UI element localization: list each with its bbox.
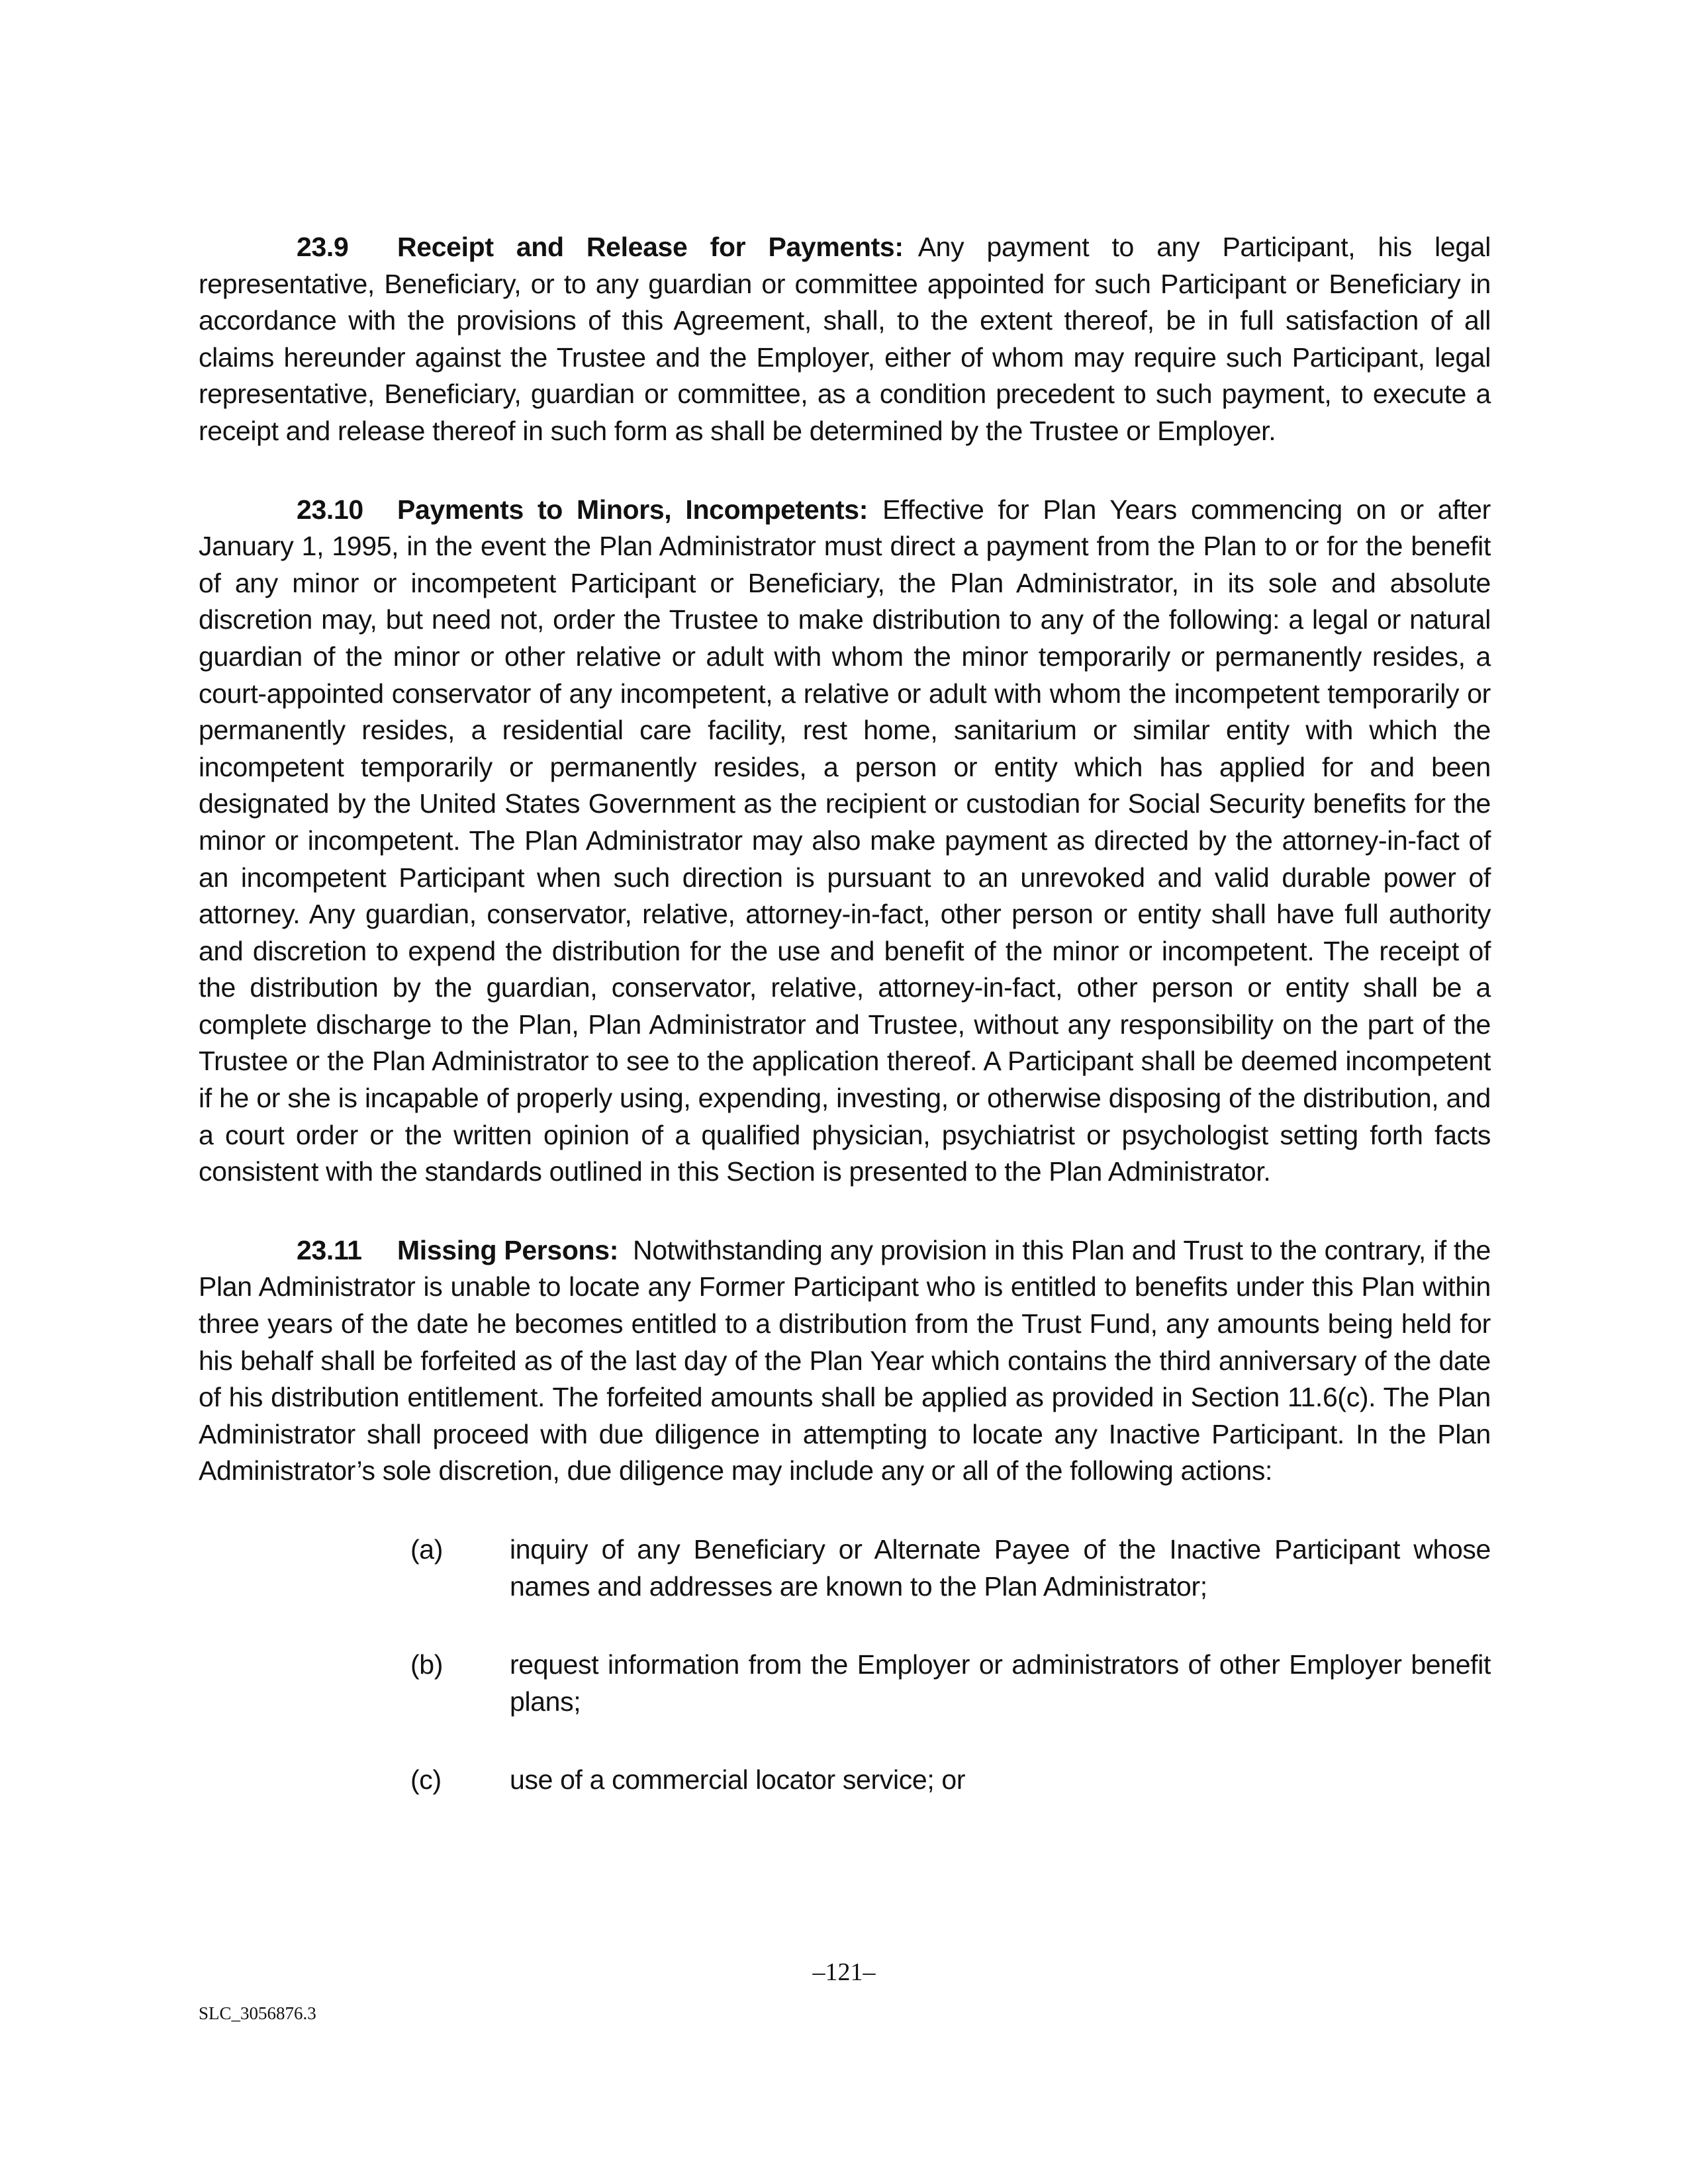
document-body bbox=[199, 229, 1491, 1841]
list-item-c bbox=[199, 1762, 1491, 1799]
list-item-text: inquiry of any Beneficiary or Alternate Payee of the Inactive Participant whose names and addresses are known to the Plan Administrator; bbox=[510, 1534, 1491, 1602]
section-23-11 bbox=[199, 1232, 1491, 1490]
section-number: 23.11 bbox=[297, 1234, 362, 1265]
list-item-label: (a) bbox=[410, 1534, 444, 1565]
document-id: SLC_3056876.3 bbox=[199, 2003, 316, 2023]
section-23-10 bbox=[199, 492, 1491, 1191]
page-number: –121– bbox=[812, 1958, 876, 1986]
section-23-9 bbox=[199, 229, 1491, 450]
section-number: 23.9 bbox=[297, 232, 349, 262]
section-text: Effective for Plan Years commencing on or after January 1, 1995, in the event the Plan Administrator must direct a payment from the Plan to or for the benefit of any minor or incompetent Participant or Beneficiary, the Plan Administrator, in its sole and absolute discretion may, but need not, order the Trustee to make distribution to any of the following: a legal or natural guardian of the minor or other relative or adult with whom the minor temporarily or permanently resides, a court-appointed conservator of any incompetent, a relative or adult with whom the incompetent temporarily or permanently resides, a residential care facility, rest home, sanitarium or similar entity with which the incompetent temporarily or permanently resides, a person or entity which has applied for and been designated by the United States Government as the recipient or custodian for Social Security benefits for the minor or incompetent. The Plan Administrator may also make payment as directed by the attorney-in-fact of an incompetent Participant when such direction is pursuant to an unrevoked and valid durable power of attorney. Any guardian, conservator, relative, attorney-in-fact, other person or entity shall have full authority and discretion to expend the distribution for the use and benefit of the minor or incompetent. The receipt of the distribution by the guardian, conservator, relative, attorney-in-fact, other person or entity shall be a complete discharge to the Plan, Plan Administrator and Trustee, without any responsibility on the part of the Trustee or the Plan Administrator to see to the application thereof. A Participant shall be deemed incompetent if he or she is incapable of properly using, expending, investing, or otherwise disposing of the distribution, and a court order or the written opinion of a qualified physician, psychiatrist or psychologist setting forth facts consistent with the standards outlined in this Section is presented to the Plan Administrator. bbox=[199, 494, 1491, 1187]
section-text: Any payment to any Participant, his legal representative, Beneficiary, or to any guardian or committee appointed for such Participant or Beneficiary in accordance with the provisions of this Agreement, shall, to the extent thereof, be in full satisfaction of all claims hereunder against the Trustee and the Employer, either of whom may require such Participant, legal representative, Beneficiary, guardian or committee, as a condition precedent to such payment, to execute a receipt and release thereof in such form as shall be determined by the Trustee or Employer. bbox=[199, 232, 1491, 446]
list-item-a bbox=[199, 1531, 1491, 1605]
section-title: Payments to Minors, Incompetents: bbox=[397, 494, 868, 525]
list-item-text: use of a commercial locator service; or bbox=[510, 1764, 966, 1796]
section-title: Missing Persons: bbox=[397, 1234, 618, 1265]
list-item-label: (b) bbox=[410, 1649, 444, 1680]
list-item-label: (c) bbox=[410, 1764, 442, 1796]
section-text: Notwithstanding any provision in this Plan and Trust to the contrary, if the Plan Administrator is unable to locate any Former Participant who is entitled to benefits under this Plan within three years of the date he becomes entitled to a distribution from the Trust Fund, any amounts being held for his behalf shall be forfeited as of the last day of the Plan Year which contains the third anniversary of the date of his distribution entitlement. The forfeited amounts shall be applied as provided in Section 11.6(c). The Plan Administrator shall proceed with due diligence in attempting to locate any Inactive Participant. In the Plan Administrator’s sole discretion, due diligence may include any or all of the following actions: bbox=[199, 1234, 1491, 1486]
list-item-text: request information from the Employer or administrators of other Employer benefit plans; bbox=[510, 1649, 1491, 1717]
section-title: Receipt and Release for Payments: bbox=[397, 232, 904, 262]
list-item-b bbox=[199, 1647, 1491, 1720]
section-number: 23.10 bbox=[297, 494, 363, 525]
